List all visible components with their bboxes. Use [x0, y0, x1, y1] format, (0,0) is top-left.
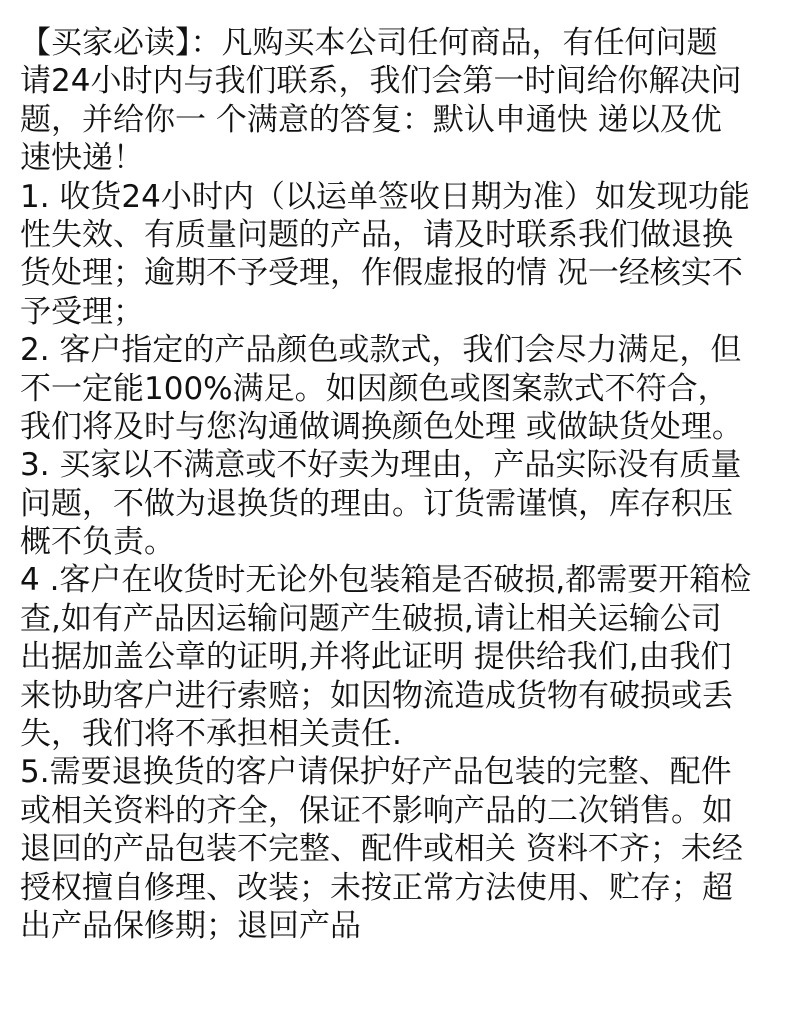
notice-line: 出产品保修期；退回产品 [20, 907, 361, 944]
notice-line: 来协助客户进行索赔；如因物流造成货物有破损或丢 [20, 677, 733, 714]
notice-line: 出据加盖公章的证明,并将此证明 提供给我们,由我们 [20, 639, 732, 676]
notice-line: 失，我们将不承担相关责任. [20, 716, 402, 753]
notice-line: 速快递！ [20, 140, 144, 177]
notice-line: 授权擅自修理、改装；未按正常方法使用、贮存；超 [20, 869, 733, 906]
notice-line: 1. 收货24小时内（以运单签收日期为准）如发现功能 [20, 178, 750, 215]
notice-line: 予受理； [20, 293, 144, 330]
notice-line: 请24小时内与我们联系，我们会第一时间给你解决问 [20, 63, 742, 100]
notice-line: 题，并给你一 个满意的答复：默认申通快 递以及优 [20, 101, 722, 138]
notice-line: 不一定能100%满足。如因颜色或图案款式不符合， [20, 370, 729, 407]
notice-line: 概不负责。 [20, 524, 175, 561]
notice-line: 2. 客户指定的产品颜色或款式，我们会尽力满足，但 [20, 332, 742, 369]
notice-line: 我们将及时与您沟通做调换颜色处理 或做缺货处理。 [20, 408, 743, 445]
notice-line: 问题，不做为退换货的理由。订货需谨慎，库存积压 [20, 485, 733, 522]
buyer-notice-text [20, 24, 780, 945]
notice-line: 5.需要退换货的客户请保护好产品包装的完整、配件 [20, 754, 732, 791]
notice-line: 查,如有产品因运输问题产生破损,请让相关运输公司 [20, 600, 722, 637]
notice-line: 货处理；逾期不予受理，作假虚报的情 况一经核实不 [20, 255, 743, 292]
notice-line: 4 .客户在收货时无论外包装箱是否破损,都需要开箱检 [20, 562, 752, 599]
notice-line: 3. 买家以不满意或不好卖为理由，产品实际没有质量 [20, 447, 742, 484]
notice-line: 退回的产品包装不完整、配件或相关 资料不齐；未经 [20, 831, 743, 868]
notice-line: 【买家必读】：凡购买本公司任何商品，有任何问题 [20, 25, 718, 61]
notice-line: 或相关资料的齐全，保证不影响产品的二次销售。如 [20, 792, 733, 829]
notice-line: 性失效、有质量问题的产品，请及时联系我们做退换 [20, 216, 733, 253]
